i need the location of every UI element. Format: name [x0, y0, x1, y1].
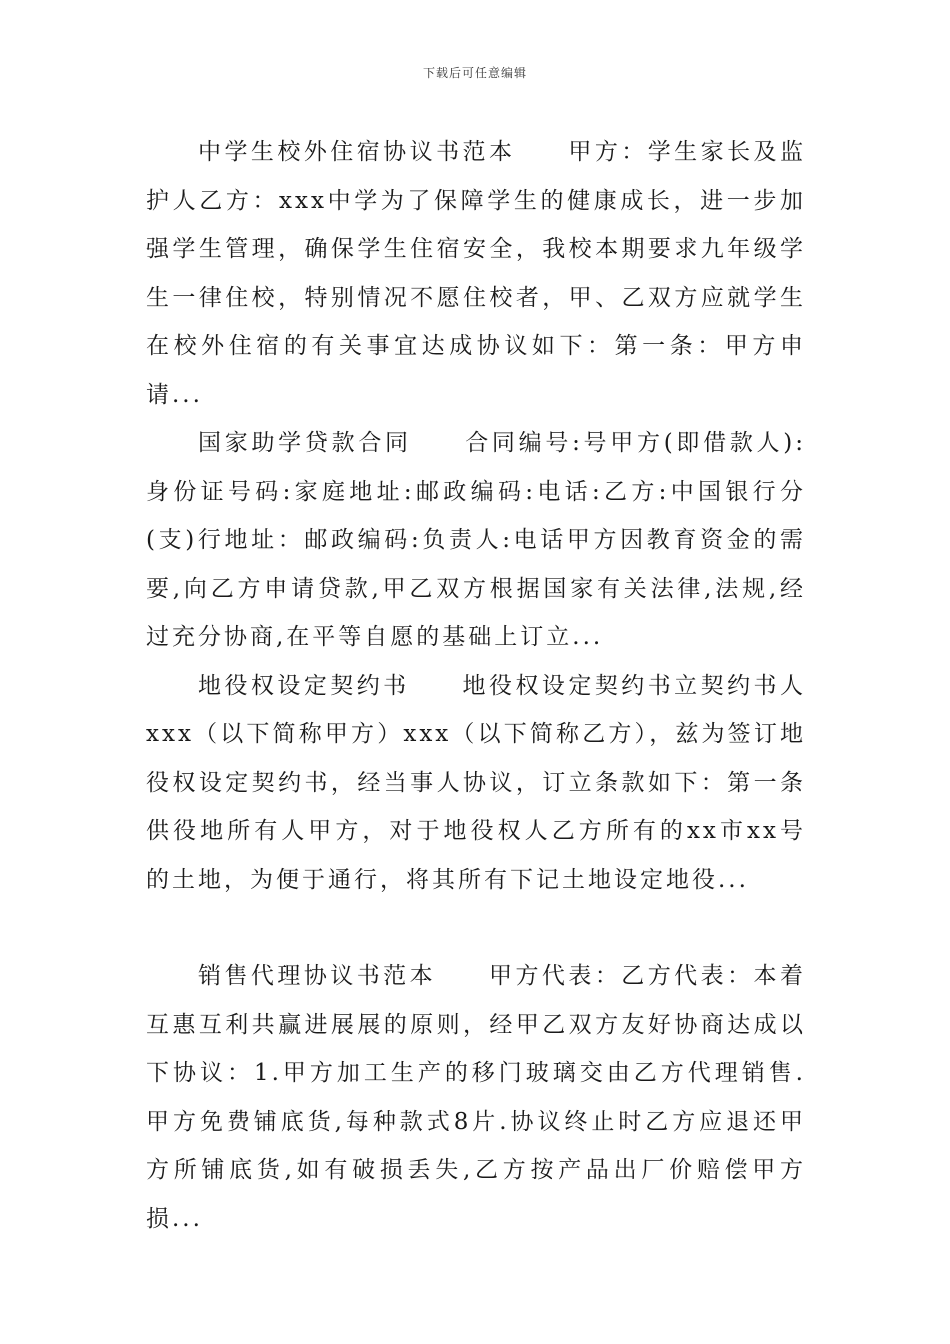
- paragraph-student-housing-agreement: 中学生校外住宿协议书范本 甲方：学生家长及监护人乙方：xxx中学为了保障学生的健康成长，进一步加强学生管理，确保学生住宿安全，我校本期要求九年级学生一律住校，特别情况不愿住校者，甲、乙双方应就学生在校外住宿的有关事宜达成协议如下：第一条：甲方申请...: [146, 139, 806, 408]
- paragraph-sales-agency-agreement: 销售代理协议书范本 甲方代表：乙方代表：本着互惠互利共赢进展展的原则，经甲乙双方友好协商达成以下协议：1.甲方加工生产的移门玻璃交由乙方代理销售.甲方免费铺底货,每种款式8片.协议终止时乙方应退还甲方所铺底货,如有破损丢失,乙方按产品出厂价赔偿甲方损...: [146, 963, 806, 1232]
- page-header-note: 下载后可任意编辑: [422, 66, 527, 80]
- document-body: [146, 128, 806, 1243]
- paragraph-student-loan-contract: 国家助学贷款合同 合同编号:号甲方(即借款人):身份证号码:家庭地址:邮政编码:电话:乙方:中国银行分(支)行地址：邮政编码:负责人:电话甲方因教育资金的需要,向乙方申请贷款,甲乙双方根据国家有关法律,法规,经过充分协商,在平等自愿的基础上订立...: [146, 430, 806, 650]
- paragraph-easement-contract: 地役权设定契约书 地役权设定契约书立契约书人xxx（以下简称甲方）xxx（以下简称乙方），兹为签订地役权设定契约书，经当事人协议，订立条款如下：第一条供役地所有人甲方，对于地役权人乙方所有的xx市xx号的土地，为便于通行，将其所有下记土地设定地役...: [146, 672, 806, 893]
